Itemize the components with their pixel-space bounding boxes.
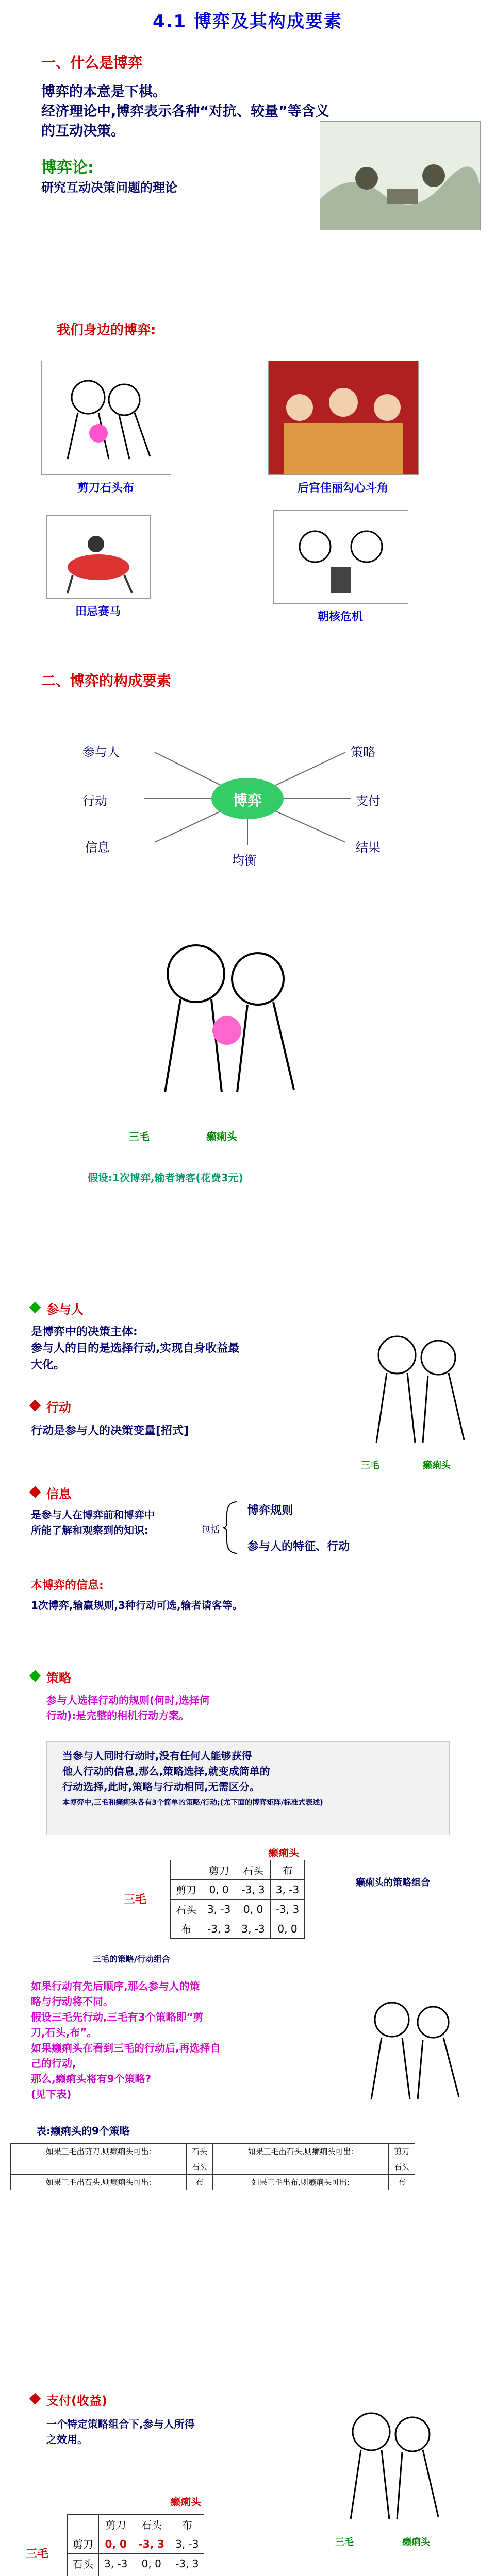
- nine-strategies-table: [10, 2143, 415, 2190]
- action-bullet-icon: [29, 1400, 41, 1412]
- chess-painting-icon: [320, 122, 480, 230]
- seq-line: 如果癞痢头在看到三毛的行动后,再选择自: [31, 2042, 221, 2054]
- cartoon-boys-icon: [330, 2396, 454, 2530]
- chess-painting-image: [320, 121, 481, 230]
- strategy-heading: 策略: [46, 1671, 71, 1685]
- info-item-features: 参与人的特征、行动: [248, 1540, 350, 1553]
- strategy-matrix: [170, 1860, 305, 1939]
- korea-crisis-image: [273, 510, 408, 604]
- seq-line: 假设三毛先行动,三毛有3个策略即“剪: [31, 2011, 204, 2023]
- info-include-label: 包括: [201, 1524, 220, 1535]
- strategy-line: 参与人选择行动的规则(何时,选择何: [46, 1694, 210, 1706]
- diagram-node-action: 行动: [82, 794, 107, 808]
- strategy-box-line: 当参与人同时行动时,没有任何人能够获得: [62, 1750, 252, 1762]
- payoff-label-sanmao: 三毛: [335, 2537, 354, 2548]
- strategy-sequential-text: [31, 1978, 340, 2102]
- diagram-node-equilibrium: 均衡: [232, 853, 257, 868]
- caption-rps: 剪刀石头布: [77, 482, 134, 495]
- cartoon-label-lailitou: 癞痢头: [206, 1130, 237, 1143]
- cartoon-crisis-icon: [274, 511, 408, 603]
- players-bullet-icon: [29, 1302, 41, 1314]
- diagram-center-label: 博弈: [233, 792, 262, 809]
- payoff-table: 剪刀 石头 布 剪刀 0, 0 -3, 3 3, -3 石头 3, -3 0, 0 -3, 3 布 -3, 3 3, -3 0, 0: [170, 1860, 305, 1939]
- payoff-matrix: [67, 2514, 204, 2576]
- info-heading: 信息: [46, 1487, 71, 1501]
- payoff-matrix-row-player: 三毛: [26, 2548, 49, 2561]
- players-line: 是博弈中的决策主体:: [31, 1326, 138, 1338]
- diagram-node-info: 信息: [85, 840, 110, 855]
- payoff-line: 之效用。: [46, 2433, 88, 2446]
- cartoon-boys-icon: [351, 1989, 474, 2107]
- seq-line: 如果行动有先后顺序,那么参与人的策: [31, 1980, 200, 1992]
- intro-line: 的互动决策。: [41, 123, 125, 139]
- section-heading-elements: 二、博弈的构成要素: [41, 672, 172, 689]
- seq-line: 略与行动将不同。: [31, 1995, 113, 2008]
- intro-line: 博弈的本意是下棋。: [41, 84, 167, 100]
- palace-figures-icon: [269, 361, 418, 474]
- strategy-cartoon: [351, 1989, 474, 2107]
- payoff-text: [46, 2416, 195, 2447]
- strategy-box-line: 他人行动的信息,那么,策略选择,就变成简单的: [62, 1765, 270, 1777]
- nine-strategies-grid: 如果三毛出剪刀,则癞痢头可出: 石头 如果三毛出石头,则癞痢头可出: 剪刀 石头 石头 如果三毛出石头,则癞痢头可出: 布 如果三毛出布,则癞痢头可出: 布: [10, 2143, 415, 2190]
- horse-race-image: [46, 515, 151, 599]
- action-heading: 行动: [46, 1400, 71, 1415]
- info-feature-text: 1次博弈,输赢规则,3种行动可选,输者请客等。: [31, 1599, 243, 1612]
- seq-line: 那么,癞痢头将有9个策略?: [31, 2073, 152, 2085]
- info-bullet-icon: [29, 1486, 41, 1498]
- payoff-line: 一个特定策略组合下,参与人所得: [46, 2418, 195, 2430]
- caption-horse: 田忌赛马: [75, 605, 121, 618]
- nine-strategies-title: 表:癞痢头的9个策略: [36, 2125, 130, 2137]
- strategy-side-label: 癞痢头的策略组合: [356, 1877, 430, 1888]
- strategy-text: [46, 1692, 210, 1723]
- cartoon-label-sanmao: 三毛: [129, 1130, 150, 1143]
- strategy-box-note: 本博弈中,三毛和癞痢头各有3个简单的策略/行动;(尤下面的博弈矩阵/标准式表述): [62, 1799, 323, 1807]
- info-brace: [222, 1499, 242, 1556]
- strategy-line: 行动):是完整的相机行动方案。: [46, 1709, 190, 1722]
- rock-paper-scissors-image: [41, 361, 171, 475]
- seq-line: 刀,石头,布”。: [31, 2026, 97, 2039]
- strategy-bottom-label: 三毛的策略/行动组合: [93, 1954, 170, 1964]
- caption-palace: 后宫佳丽勾心斗角: [297, 482, 388, 495]
- diagram-node-payoff: 支付: [356, 794, 381, 808]
- payoff-matrix-title: 癞痢头: [170, 2496, 201, 2508]
- caption-korea: 朝核危机: [317, 611, 363, 623]
- payoff-table: 剪刀 石头 布 剪刀 0, 0 -3, 3 3, -3 石头 3, -3 0, 0 -3, 3: [67, 2514, 204, 2576]
- theory-text: 研究互动决策问题的理论: [41, 180, 177, 195]
- cartoon-fight-large: [129, 922, 325, 1118]
- seq-question: (见下表): [31, 2088, 72, 2100]
- info-feature-heading: 本博弈的信息:: [31, 1579, 104, 1592]
- section-heading-what: 一、什么是博弈: [41, 54, 143, 71]
- info-line: 所能了解和观察到的知识:: [31, 1524, 148, 1536]
- strategy-matrix-title: 癞痢头: [268, 1846, 299, 1859]
- diagram-node-players: 参与人: [82, 745, 120, 759]
- players-cartoon: [356, 1319, 480, 1453]
- info-item-rules: 博弈规则: [248, 1504, 293, 1517]
- section-heading-around-us: 我们身边的博弈:: [57, 323, 156, 338]
- seq-line: 己的行动,: [31, 2057, 76, 2070]
- payoff-cartoon: [330, 2396, 454, 2530]
- page-title: 4.1 博弈及其构成要素: [152, 11, 343, 32]
- strategy-note-box: [46, 1741, 450, 1835]
- strategy-box-line: 行动选择,此时,策略与行动相同,无需区分。: [62, 1781, 260, 1793]
- players-text: [31, 1324, 320, 1374]
- cartoon-fight-icon: [42, 361, 171, 474]
- strategy-matrix-row-player: 三毛: [124, 1893, 147, 1906]
- players-line: 大化。: [31, 1359, 65, 1371]
- assumption-text: 假设:1次博弈,输者请客(花费3元): [88, 1172, 243, 1184]
- players-heading: 参与人: [46, 1302, 84, 1317]
- theory-label: 博弈论:: [41, 159, 94, 177]
- info-text: [31, 1507, 155, 1538]
- players-label-lailitou: 癞痢头: [423, 1460, 451, 1471]
- info-line: 是参与人在博弈前和博弈中: [31, 1509, 155, 1521]
- payoff-bullet-icon: [29, 2393, 41, 2405]
- palace-drama-image: [268, 361, 419, 475]
- horse-rider-icon: [47, 516, 150, 598]
- action-text: 行动是参与人的决策变量[招式]: [31, 1425, 189, 1437]
- players-label-sanmao: 三毛: [361, 1460, 380, 1471]
- strategy-bullet-icon: [29, 1670, 41, 1682]
- diagram-node-strategy: 策略: [351, 745, 375, 759]
- players-line: 参与人的目的是选择行动,实现自身收益最: [31, 1342, 240, 1355]
- cartoon-boys-icon: [356, 1319, 480, 1453]
- diagram-node-result: 结果: [356, 840, 381, 855]
- payoff-heading: 支付(收益): [46, 2394, 107, 2408]
- payoff-label-lailitou: 癞痢头: [402, 2537, 430, 2548]
- intro-line: 经济理论中,博弈表示各种“对抗、较量”等含义: [41, 104, 329, 120]
- cartoon-boys-icon: [129, 922, 325, 1118]
